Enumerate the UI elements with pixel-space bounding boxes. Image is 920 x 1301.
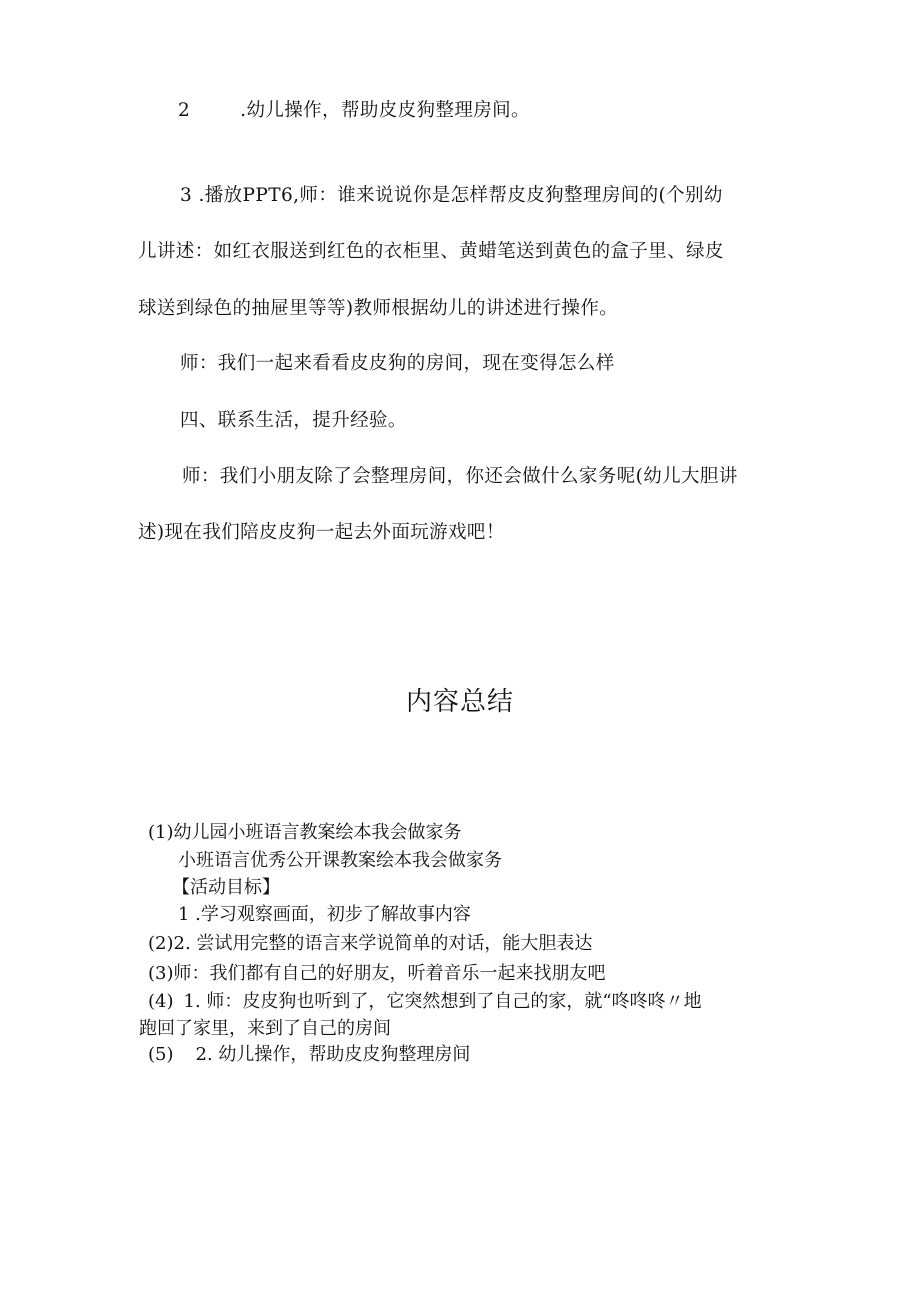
section-heading-four: 四、联系生活，提升经验。 (180, 410, 407, 431)
item-marker: (4) (148, 991, 174, 1012)
step-number: 2 (178, 100, 191, 121)
summary-title: 内容总结 (405, 687, 514, 717)
summary-item-1-heading: 【活动目标】 (172, 877, 280, 898)
paragraph-step-2 (178, 99, 530, 123)
item-marker: (2) (148, 933, 174, 954)
item-text: 师：我们都有自己的好朋友，听着音乐一起来找朋友吧 (173, 963, 606, 984)
summary-item-4-continuation: 跑回了家里，来到了自己的房间 (139, 1018, 391, 1039)
item-marker: (1) (148, 822, 174, 843)
paragraph-step-3-line-3: 球送到绿色的抽屉里等等)教师根据幼儿的讲述进行操作。 (138, 298, 619, 319)
item-text: 1. 师：皮皮狗也听到了，它突然想到了自己的家，就“咚咚咚〃地 (183, 991, 702, 1012)
summary-item-4 (148, 991, 702, 1013)
paragraph-teacher-line-1: 师：我们小朋友除了会整理房间，你还会做什么家务呢(幼儿大胆讲 (182, 466, 738, 487)
summary-item-5 (148, 1044, 470, 1066)
item-text: 幼儿园小班语言教案绘本我会做家务 (173, 822, 462, 843)
paragraph-step-3-line-1: 3 .播放PPT6,师：谁来说说你是怎样帮皮皮狗整理房间的(个别幼 (180, 185, 723, 206)
paragraph-teacher-question: 师：我们一起来看看皮皮狗的房间，现在变得怎么样 (180, 353, 615, 374)
item-marker: (3) (148, 963, 174, 984)
step-text: .幼儿操作，帮助皮皮狗整理房间。 (240, 100, 530, 121)
item-text: 2. 尝试用完整的语言来学说简单的对话，能大胆表达 (173, 933, 593, 954)
summary-item-1 (148, 822, 462, 844)
summary-item-3 (148, 963, 606, 985)
item-text: 2. 幼儿操作，帮助皮皮狗整理房间 (195, 1044, 471, 1065)
summary-item-2 (148, 933, 592, 955)
summary-item-1-subtitle: 小班语言优秀公开课教案绘本我会做家务 (178, 850, 502, 871)
paragraph-teacher-line-2: 述)现在我们陪皮皮狗一起去外面玩游戏吧！ (138, 522, 505, 543)
item-marker: (5) (148, 1044, 174, 1065)
summary-item-1-goal: 1 .学习观察画面，初步了解故事内容 (178, 904, 471, 925)
paragraph-step-3-line-2: 儿讲述：如红衣服送到红色的衣柜里、黄蜡笔送到黄色的盒子里、绿皮 (138, 241, 724, 262)
